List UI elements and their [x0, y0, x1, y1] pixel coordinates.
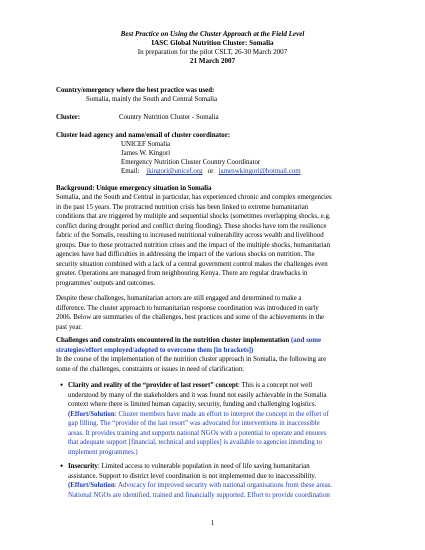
paragraph-line: 2006. Below are summaries of the challenges, best practices and some of the achievements in the	[56, 314, 325, 322]
paragraph-line: security situation combined with a lack of a central government control makes the challenges even	[56, 260, 328, 268]
challenges-heading-blue-2: strategies/effort employed/adopted to overcome them [in brackets])	[56, 346, 254, 354]
doc-title-date: 21 March 2007	[189, 57, 236, 65]
paragraph-line: fabric of the Somalis, resulting to increased nutritional vulnerability across wealth and livelihood	[56, 232, 324, 240]
effort-label: (Effort/Solution	[68, 410, 115, 418]
email-label: Email:	[121, 168, 140, 175]
challenges-intro	[56, 355, 326, 374]
lead-agency-org: UNICEF Somalia	[121, 141, 171, 148]
bullet-line: assistance. Support to district level coordination is not implemented due to inaccessibility.	[68, 472, 317, 480]
background-heading: Background: Unique emergency situation in Somalia	[56, 185, 212, 192]
cluster-value: Country Nutrition Cluster - Somalia	[119, 114, 219, 121]
page-number: 1	[210, 520, 215, 527]
bullet-line: areas. It provides training and supports national NGOs with a potential to operate and ensures	[68, 429, 327, 437]
paragraph-line: groups. Due to these protracted nutrition crises and the impact of the multiple shocks, humanitarian	[56, 241, 331, 249]
challenges-heading	[56, 336, 321, 355]
paragraph-line: agencies have had difficulties in addressing the impact of the various shocks on nutrition. The	[56, 251, 315, 259]
country-heading: Country/emergency where the best practice was used:	[56, 87, 215, 94]
paragraph-line: programmes' outputs and outcomes.	[56, 279, 156, 287]
country-value: Somalia, mainly the South and Central Somalia	[86, 96, 218, 103]
coordinator-role: Emergency Nutrition Cluster Country Coordinator	[121, 159, 261, 166]
doc-title-line1: Best Practice on Using the Cluster Approach at the Field Level	[120, 30, 305, 38]
bullet-title: Clarity and reality of the “provider of last resort” concept	[68, 382, 239, 389]
bullet-line: gap filling. The “provider of the last resort” was advocated for interventions in inaccessible	[68, 420, 320, 428]
doc-title-line3: In preparation for the pilot CSLT, 26-30 March 2007	[137, 48, 288, 56]
email-link-unicef[interactable]: jkingori@unicef.org	[146, 168, 203, 175]
background-paragraph-2	[56, 294, 324, 332]
bullet-item-insecurity: Insecurity: Limited access to vulnerable population in need of life saving humanitarian assistance. Support to district level coordination is not implemented due to inaccessibility. (Effort/Solution: Advocacy for improved security with national organisations from these areas. National NGOs are identified, trained and financially supported. Effort to provide coordination	[68, 463, 333, 499]
bullet-line: implement programmes.)	[68, 448, 138, 456]
coordinator-name: James W. Kingori	[121, 150, 171, 157]
paragraph-line: Despite these challenges, humanitarian actors are still engaged and determined to make a	[56, 295, 302, 302]
bullet-line: understood by many of the stakeholders and it was found not easily achievable in the Somalia	[68, 391, 327, 399]
paragraph-line: difference. The cluster approach to humanitarian response coordination was introduced in early	[56, 304, 319, 312]
email-or: or	[207, 168, 214, 175]
paragraph-line: conflict during drought period and conflict during flooding). These shocks have tom the resilience	[56, 222, 327, 230]
email-link-hotmail[interactable]: jameswkingori@hotmail.com	[218, 168, 301, 175]
cluster-label: Cluster:	[56, 114, 81, 121]
paragraph-line: greater. Operations are managed from neighbouring Kenya. There are regular drawbacks in	[56, 270, 308, 278]
background-paragraph-1	[56, 193, 332, 288]
paragraph-line: some of the challenges, constraints or issues in need of clarification:	[56, 365, 245, 373]
challenges-heading-text: Challenges and constraints encountered in the nutrition cluster implementation	[56, 337, 290, 344]
bullet-line: National NGOs are identified, trained and financially supported. Effort to provide coordination	[68, 491, 330, 499]
coordinator-email-row	[121, 167, 301, 176]
doc-title-line2: IASC Global Nutrition Cluster: Somalia	[151, 39, 274, 47]
bullet-dot-icon: •	[60, 380, 64, 390]
effort-label: (Effort/Solution	[68, 482, 115, 490]
paragraph-line: In the course of the implementation of the nutrition cluster approach in Somalia, the following are	[56, 356, 327, 363]
bullet-dot-icon: •	[60, 461, 64, 471]
paragraph-line: Somalia, and the South and Central in particular, has experienced chronic and complex emergencies	[56, 194, 332, 201]
lead-agency-heading: Cluster lead agency and name/email of cluster coordinator:	[56, 132, 231, 139]
paragraph-line: conditions that are triggered by multiple and sequential shocks (sometimes overlapping shocks, e.g.	[56, 213, 331, 221]
challenges-heading-blue: (and some	[291, 337, 322, 344]
bullet-line: that adequate support [financial, technical and supplies] is available to agencies intending to	[68, 439, 322, 447]
paragraph-line: in the past 15 years. The protracted nutrition crisis has been linked to extreme humanitarian	[56, 203, 309, 211]
bullet-title: Insecurity	[68, 463, 98, 470]
paragraph-line: past year.	[56, 323, 83, 331]
bullet-line: context where there is limited human capacity, security, funding and challenging logistics.	[68, 401, 317, 409]
bullet-item-clarity: Clarity and reality of the “provider of last resort” concept: This is a concept not well understood by many of the stakeholders and it was found not easily achievable in the Somalia context where there is limited human capacity, security, funding and challenging logistics. (Effort/Solution: Cluster members have made an effort to interpret the concept in the effort of gap filling. The “provider of the last resort” was advocated for interventions in inaccessible areas. It provides training and supports national NGOs with a potential to operate and ensures that adequate support [financial, technical and supplies] is available to agencies intending to implement programmes.)	[68, 382, 329, 456]
